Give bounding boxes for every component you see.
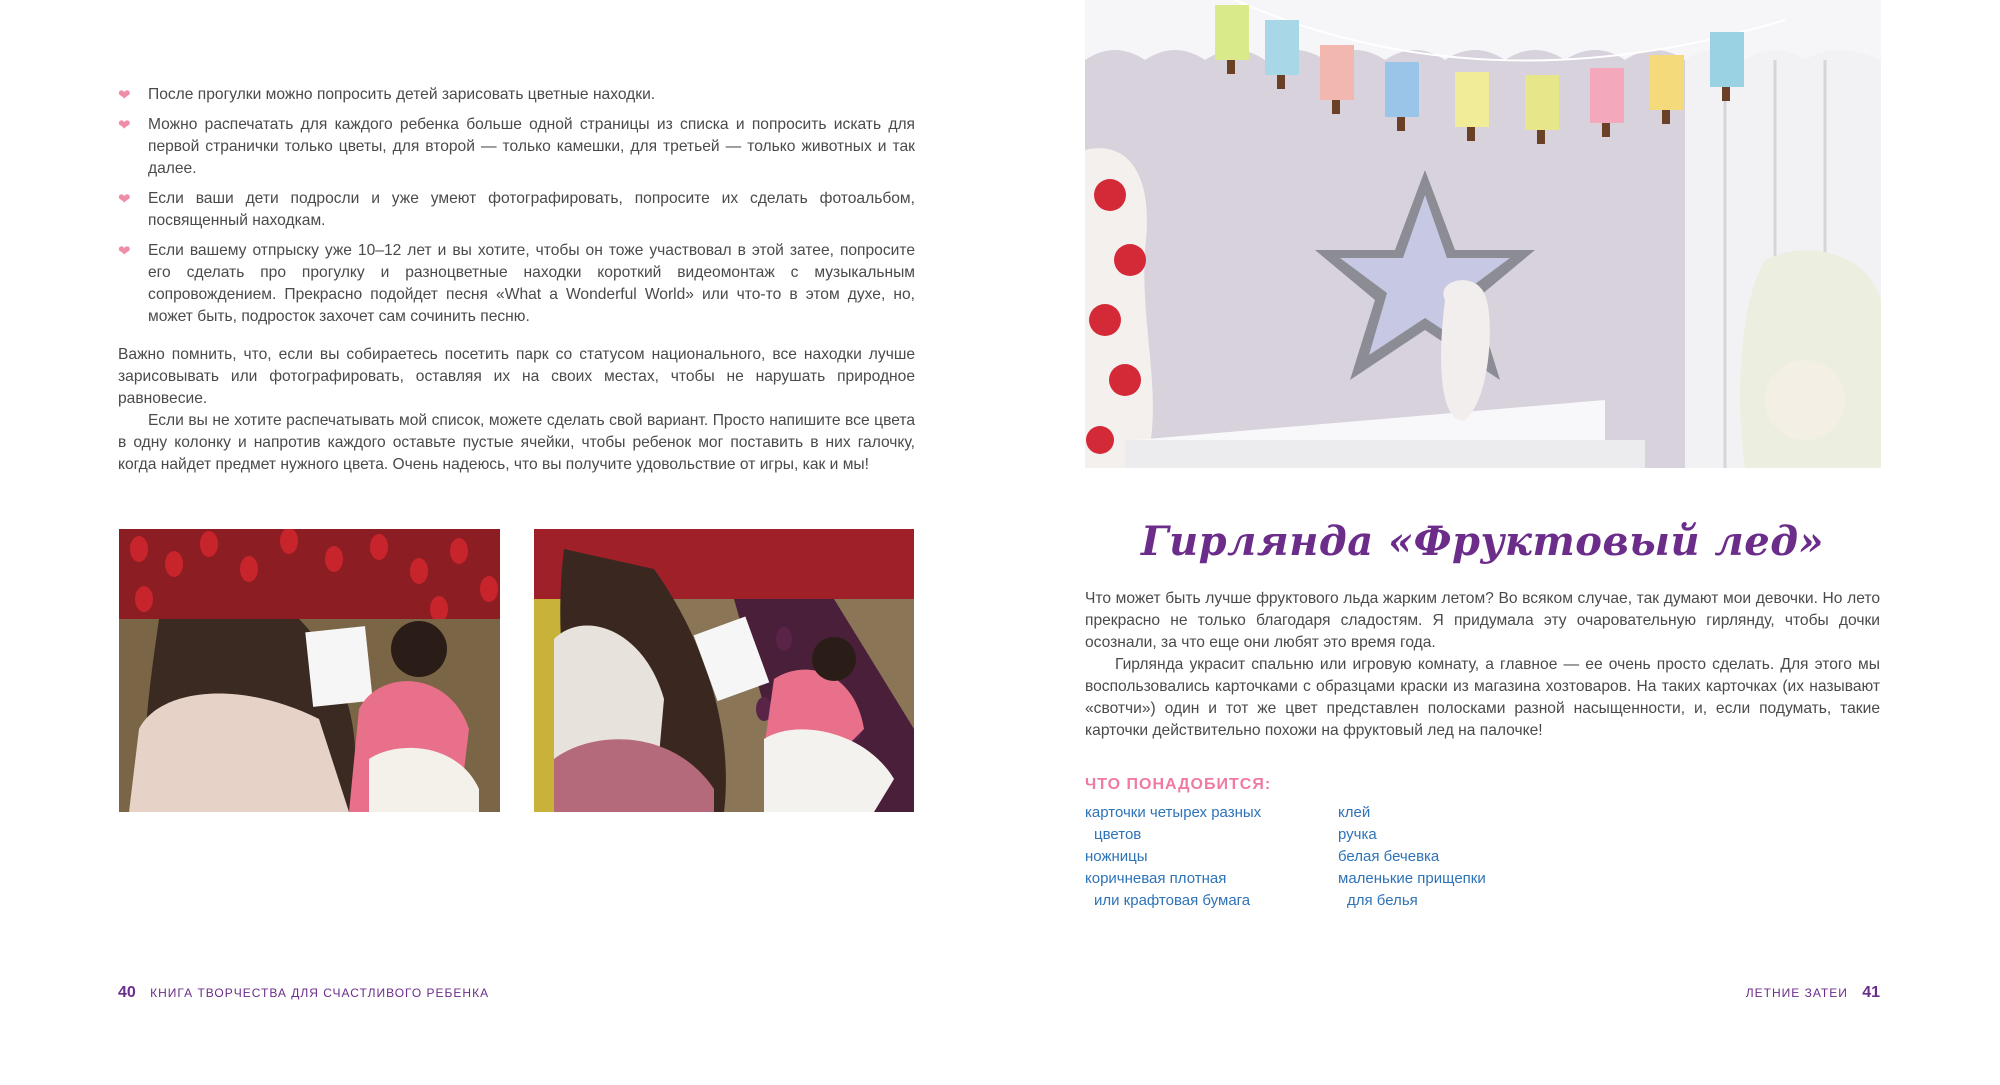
- list-item: для белья: [1347, 892, 1418, 909]
- list-item: карточки четырех разных: [1085, 804, 1262, 821]
- heart-bullet-icon: ❤: [118, 117, 131, 134]
- list-item: коричневая плотная: [1085, 870, 1227, 887]
- heart-bullet-icon: ❤: [118, 87, 131, 104]
- tips-list: [118, 84, 915, 336]
- body-paragraph: Важно помнить, что, если вы собираетесь посетить парк со статусом национального, все находки лучше зарисовывать или фотографировать, оставляя их на своих местах, чтобы не нарушать природное равновесие.: [118, 346, 915, 407]
- materials-list-col2: [1338, 802, 1486, 912]
- running-title: КНИГА ТВОРЧЕСТВА ДЛЯ СЧАСТЛИВОГО РЕБЕНКА: [150, 986, 490, 1000]
- list-item: ❤ Можно распечатать для каждого ребенка больше одной страницы из списка и попросить искать для первой странички только цветы, для второй — только камешки, для третьей — только животных и так далее.: [118, 116, 915, 177]
- materials-heading: ЧТО ПОНАДОБИТСЯ:: [1085, 776, 1272, 793]
- heart-bullet-icon: ❤: [118, 243, 131, 260]
- tulip-field-photo-2: [534, 529, 914, 812]
- list-item: белая бечевка: [1338, 848, 1440, 865]
- heart-bullet-icon: ❤: [118, 191, 131, 208]
- list-item: ❤ После прогулки можно попросить детей зарисовать цветные находки.: [118, 84, 915, 106]
- page-footer-left: [118, 984, 489, 1002]
- running-title: ЛЕТНИЕ ЗАТЕИ: [1745, 986, 1848, 1000]
- list-item: ручка: [1338, 826, 1377, 843]
- body-paragraph: Что может быть лучше фруктового льда жарким летом? Во всяком случае, так думают мои девочки. Но лето прекрасно не только благодаря сладостям. Я придумала эту очаровательную гирлянду, чтобы дочки осознали, за что еще они любят это время года.: [1085, 590, 1880, 651]
- page-number: 40: [118, 984, 136, 1001]
- list-item: маленькие прищепки: [1338, 870, 1486, 887]
- list-item: ❤ Если ваши дети подросли и уже умеют фотографировать, попросите их сделать фотоальбом, посвященный находкам.: [118, 190, 915, 229]
- list-item: ножницы: [1085, 848, 1148, 865]
- list-item: ❤ Если вашему отпрыску уже 10–12 лет и вы хотите, чтобы он тоже участвовал в этой затее, попросите его сделать про прогулку и разноцветные находки короткий видеомонтаж с музыкальным сопровождением. Прекрасно подойдет песня «What a Wonderful World» или что-то в этом духе, но, может быть, подросток захочет сам сочинить песню.: [118, 242, 915, 325]
- body-paragraph: Гирлянда украсит спальню или игровую комнату, а главное — ее очень просто сделать. Для этого мы воспользовались карточками с образцами краски из магазина хозтоваров. На таких карточках (их называют «свотчи») один и тот же цвет представлен полосками разной насыщенности, и, если подумать, такие карточки действительно похожи на фруктовый лед на палочке!: [1085, 656, 1880, 739]
- page-number: 41: [1862, 984, 1880, 1001]
- article-title: Гирлянда «Фруктовый лед»: [1140, 518, 1825, 565]
- right-page: [1000, 0, 2000, 1085]
- list-item: цветов: [1094, 826, 1142, 843]
- tulip-field-photo-1: [119, 529, 500, 812]
- list-item: или крафтовая бумага: [1094, 892, 1251, 909]
- garland-photo: [1085, 0, 1881, 468]
- materials-list-col1: [1085, 802, 1261, 912]
- page-footer-right: [1746, 984, 1880, 1002]
- list-item: клей: [1338, 804, 1371, 821]
- body-paragraph: Если вы не хотите распечатывать мой список, можете сделать свой вариант. Просто напишите все цвета в одну колонку и напротив каждого оставьте пустые ячейки, чтобы ребенок мог поставить в них галочку, когда найдет предмет нужного цвета. Очень надеюсь, что вы получите удовольствие от игры, как и мы!: [118, 412, 915, 473]
